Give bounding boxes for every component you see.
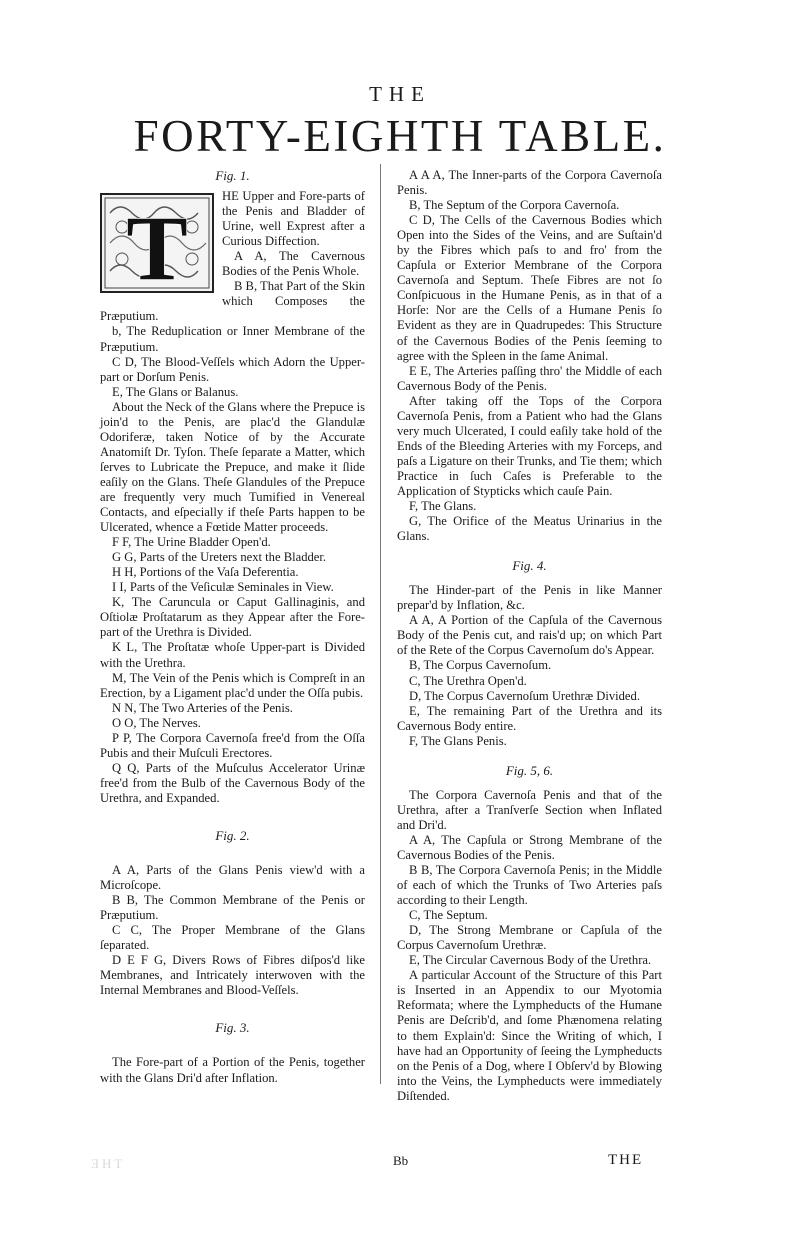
fig1-item-qq: Q Q, Parts of the Muſculus Accelerator Urinæ free'd from the Bulb of the Cavernous Body of the Urethra, and Expanded. <box>100 760 365 805</box>
fig4-item-e: E, The remaining Part of the Urethra and its Cavernous Body entire. <box>397 703 662 733</box>
fig3-intro: The Fore-part of a Portion of the Penis, together with the Glans Dri'd after Inflation. <box>100 1055 365 1085</box>
show-through-text: THE <box>88 1156 123 1171</box>
left-column <box>100 168 365 1086</box>
fig56-intro: The Corpora Cavernoſa Penis and that of the Urethra, after a Tranſverſe Section when Inflated and Dri'd. <box>397 787 662 832</box>
fig1-item-ii: I I, Parts of the Veſiculæ Seminales in View. <box>112 580 334 595</box>
fig1-item-kl: K L, The Proſtatæ whoſe Upper-part is Divided with the Urethra. <box>100 640 365 670</box>
fig3-item-ee: E E, The Arteries paſſing thro' the Middle of each Cavernous Body of the Penis. <box>397 363 662 393</box>
fig3-item-aaa: A A A, The Inner-parts of the Corpora Cavernoſa Penis. <box>397 168 662 198</box>
appendix-paragraph: A particular Account of the Structure of this Part is Inserted in an Appendix to our Myotomia Reformata; where the Lympheducts of the Humane Penis are Deſcrib'd, and ſome Phænomena relating to them Explain'd: Since the Writing of which, I have had an Opportunity of ſeeing the Lympheducts on the Penis of a Dog, where I Obſerv'd by Blowing into the Veins, the Lympheducts were immediately Diſtended. <box>397 968 662 1103</box>
fig56-item-aa: A A, The Capſula or Strong Membrane of the Cavernous Bodies of the Penis. <box>397 832 662 862</box>
fig-1-heading: Fig. 1. <box>215 168 250 183</box>
column-divider <box>380 164 381 1084</box>
fig1-item-b: b, The Reduplication or Inner Membrane of the Præputium. <box>100 324 365 354</box>
fig3-item-g: G, The Orifice of the Meatus Urinarius in the Glans. <box>397 514 662 544</box>
ornament-icon <box>100 193 214 293</box>
fig4-item-f: F, The Glans Penis. <box>409 733 507 748</box>
fig-4-heading: Fig. 4. <box>512 558 547 574</box>
header-the: THE <box>369 82 431 106</box>
fig2-item-defg: D E F G, Divers Rows of Fibres diſpos'd like Membranes, and Intricately interwoven with the Internal Membranes and Blood-Veſſels. <box>100 953 365 998</box>
signature-mark: Bb <box>393 1153 409 1168</box>
fig2-item-cc: C C, The Proper Membrane of the Glans ſeparated. <box>100 923 365 953</box>
fig4-item-aa: A A, A Portion of the Capſula of the Cavernous Body of the Penis cut, and rais'd up; on which Part of the Rete of the Corpus Cavernoſum do's Appear. <box>397 613 662 658</box>
svg-text:T: T <box>126 197 188 294</box>
fig56-item-bb: B B, The Corpora Cavernoſa Penis; in the Middle of each of which the Trunks of Two Arteries paſs according to their Length. <box>397 863 662 908</box>
decorated-initial-t <box>100 193 214 293</box>
fig56-item-c: C, The Septum. <box>409 908 488 923</box>
fig2-item-bb: B B, The Common Membrane of the Penis or Præputium. <box>100 893 365 923</box>
fig1-item-pp: P P, The Corpora Cavernoſa free'd from the Oſſa Pubis and their Muſculi Erectores. <box>100 730 365 760</box>
fig1-glans-paragraph: About the Neck of the Glans where the Prepuce is join'd to the Penis, are plac'd the Glandulæ Odoriferæ, taken Notice of by the Accurate Anatomiſt Dr. Tyſon. Theſe ſeparate a Matter, which ſerves to Lubricate the Prepuce, and make it ſlide eaſily on the Glans. Theſe Glandules of the Prepuce are frequently very much Tumified in Venereal Contacts, and eſpecially if theſe Parts happen to be Ulcerated, whence a Fœtide Matter proceeds. <box>100 399 365 535</box>
fig1-item-cd: C D, The Blood-Veſſels which Adorn the Upper-part or Dorſum Penis. <box>100 354 365 384</box>
fig4-item-b: B, The Corpus Cavernoſum. <box>409 658 552 673</box>
fig-2-heading: Fig. 2. <box>215 827 250 843</box>
fig1-item-aa: A A, The Cavernous Bodies of the Penis Whole. <box>222 249 365 279</box>
fig3-item-f: F, The Glans. <box>409 499 477 514</box>
fig1-item-e: E, The Glans or Balanus. <box>112 384 239 399</box>
fig1-item-ff: F F, The Urine Bladder Open'd. <box>112 535 271 550</box>
fig1-item-nn: N N, The Two Arteries of the Penis. <box>112 700 293 715</box>
fig56-item-d: D, The Strong Membrane or Capſula of the Corpus Cavernoſum Urethræ. <box>397 923 662 953</box>
fig-5-6-heading: Fig. 5, 6. <box>505 762 554 778</box>
fig4-item-d: D, The Corpus Cavernoſum Urethræ Divided. <box>409 688 640 703</box>
right-column <box>397 168 662 1104</box>
fig1-intro: HE Upper and Fore-parts of the Penis and Bladder of Urine, well Exprest after a Curious Diffection. <box>222 189 365 249</box>
fig3-ligature-paragraph: After taking off the Tops of the Corpora Cavernoſa Penis, from a Patient who had the Glans very much Ulcerated, I could eaſily take hold of the Ends of the Bleeding Arteries with my Forceps, and paſs a Ligature on their Trunks, and Tie them; which Practice in ſuch Caſes is Preferable to the Application of Stypticks which cauſe Pain. <box>397 393 662 498</box>
fig1-item-gg: G G, Parts of the Ureters next the Bladder. <box>112 550 327 565</box>
fig1-item-m: M, The Vein of the Penis which is Compreſt in an Erection, by a Ligament plac'd under the Oſſa pubis. <box>100 670 365 700</box>
fig3-item-b: B, The Septum of the Corpora Cavernoſa. <box>409 198 620 213</box>
fig56-item-e: E, The Circular Cavernous Body of the Urethra. <box>409 953 652 968</box>
table-title: FORTY-EIGHTH TABLE. <box>133 111 667 161</box>
fig3-item-cd: C D, The Cells of the Cavernous Bodies which Open into the Sides of the Veins, and are Suſtain'd by the Fibres which paſs to and fro' from the Capſula or Exterior Membrane of the Corpora Cavernoſa and Septum. Theſe Fibres are not ſo Conſpicuous in the Humane Penis, as in that of a Horſe: Nor are the Cells of a Humane Penis ſo Evident as they are in Quadrupedes: This Structure of the Cavernous Bodies of the Penis ſeeming to agree with the Spleen in the ſame Animal. <box>397 213 662 363</box>
fig4-item-c: C, The Urethra Open'd. <box>409 673 527 688</box>
catchword: THE <box>608 1152 644 1168</box>
fig1-item-k: K, The Caruncula or Caput Gallinaginis, and Oſtiolæ Proſtatarum as they Appear after the Fore-part of the Urethra is Divided. <box>100 595 365 640</box>
fig1-item-hh: H H, Portions of the Vaſa Deferentia. <box>112 565 299 580</box>
fig2-item-aa: A A, Parts of the Glans Penis view'd with a Microſcope. <box>100 863 365 893</box>
fig1-item-bb: B B, That Part of the Skin which Composes the Præputium. <box>100 279 365 324</box>
fig4-intro: The Hinder-part of the Penis in like Manner prepar'd by Inflation, &c. <box>397 583 662 613</box>
fig1-item-oo: O O, The Nerves. <box>112 715 201 730</box>
fig-3-heading: Fig. 3. <box>215 1020 250 1036</box>
